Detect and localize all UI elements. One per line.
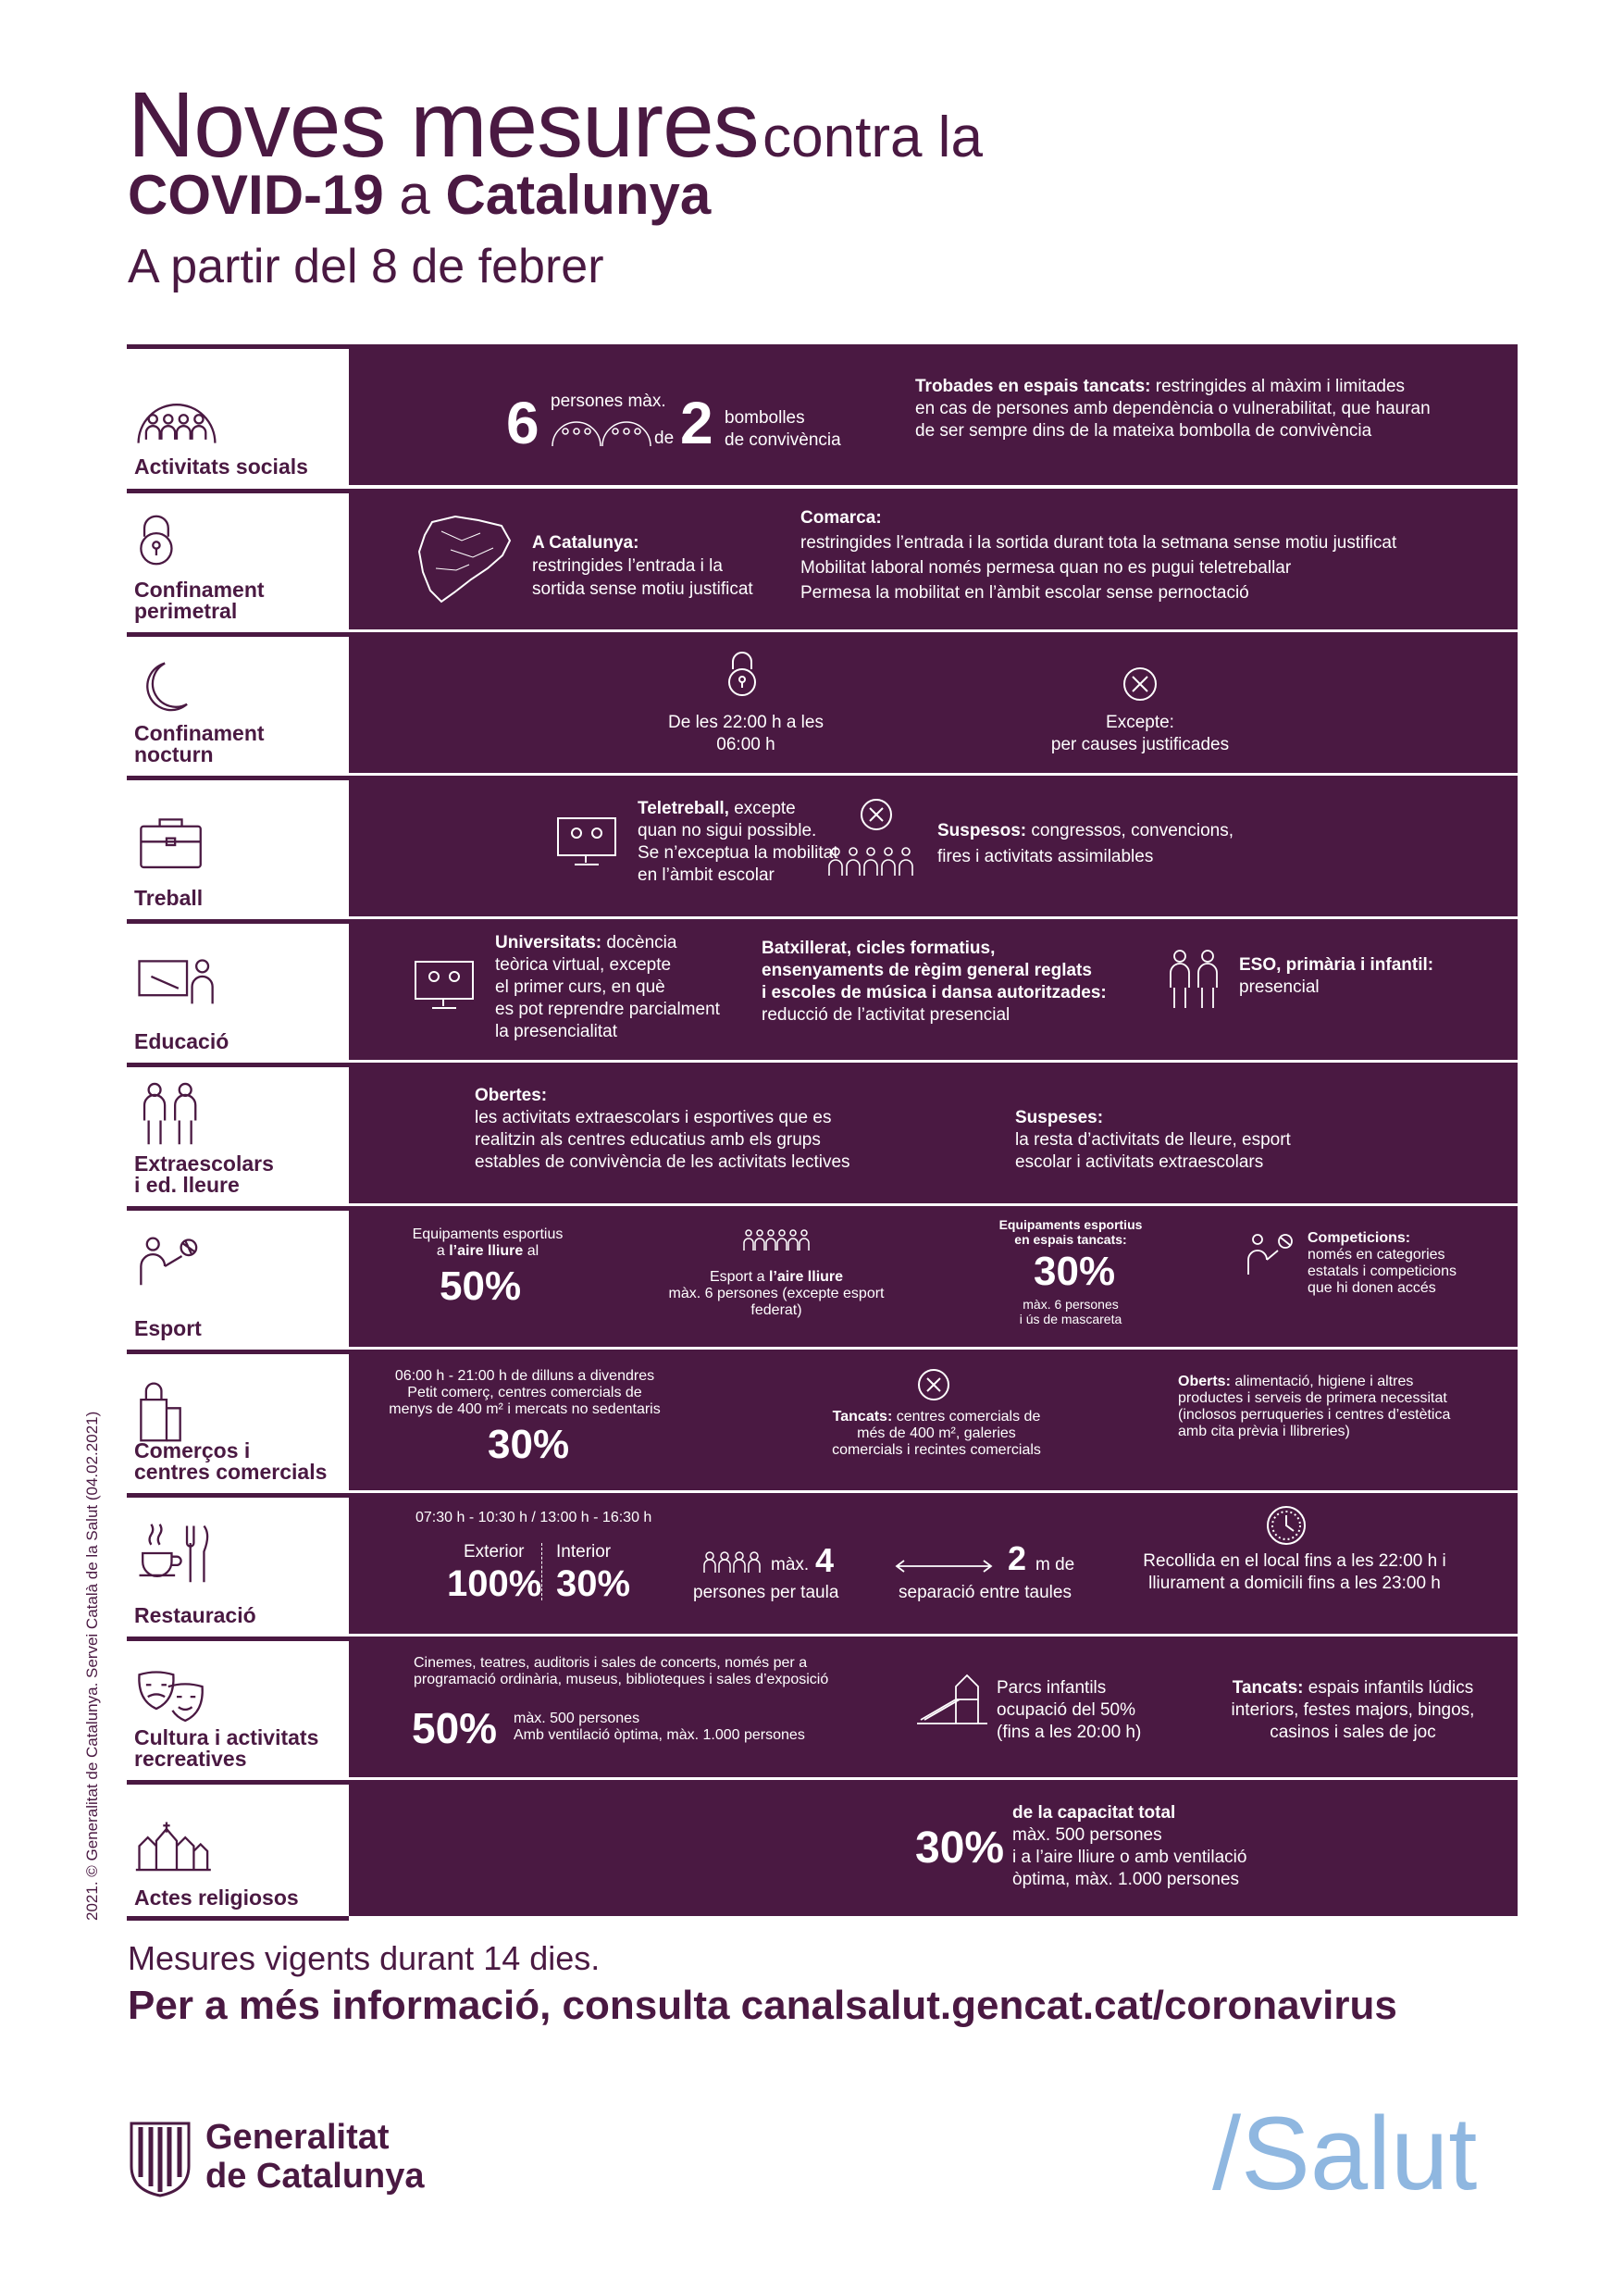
max-text: màx. xyxy=(771,1555,810,1574)
batxillerat-bold: Batxillerat, cicles formatius, ensenyaments de règim general reglats i escoles de música i dansa autoritzades: xyxy=(762,939,1107,1002)
playground-icon xyxy=(915,1668,989,1727)
church-icon xyxy=(134,1812,219,1886)
row-label-area xyxy=(127,344,349,485)
universities-text xyxy=(495,932,720,1043)
sport-outdoor-part1: Esport a xyxy=(709,1269,765,1285)
telework-text xyxy=(638,798,838,887)
video-call-icon xyxy=(412,958,477,1014)
copyright-text: 2021. © Generalitat de Catalunya. Servei Català de la Salut (04.02.2021) xyxy=(83,1411,101,1921)
row-esport xyxy=(127,1206,1515,1347)
row-label-area xyxy=(127,1063,349,1203)
closed-detail: espais infantils lúdics interiors, festes majors, bingos, casinos i sales de joc xyxy=(1231,1678,1475,1742)
row-label: Treball xyxy=(134,886,204,910)
interior-pct: 30% xyxy=(556,1563,631,1604)
pickup-text: Recollida en el local fins a les 22:00 h i lliurament a domicili fins a les 23:00 h xyxy=(1143,1551,1446,1593)
de-text: de xyxy=(654,429,675,448)
suspended-text xyxy=(1015,1107,1291,1174)
row-comercos xyxy=(127,1350,1515,1490)
culture-text: Cinemes, teatres, auditoris i sales de concerts, només per a programació ordinària, museus, biblioteques i sales d’exposició xyxy=(414,1655,829,1687)
title-rest: contra la xyxy=(762,106,983,169)
closed-detail: centres comercials de més de 400 m², galeries comercials i recintes comercials xyxy=(832,1409,1041,1458)
divider xyxy=(541,1543,543,1600)
close-circle-icon xyxy=(915,1366,952,1403)
row-panel xyxy=(349,1206,1518,1347)
group-arch-icon xyxy=(134,380,219,454)
open-bold: Obertes: xyxy=(475,1086,548,1105)
comarca-detail: restringides l’entrada i la sortida durant tota la setmana sense motiu justificat Mobilitat laboral només permesa quan no es pugui teletreballar Permesa la mobilitat en l’àmbit escolar sense pernoctació xyxy=(800,533,1397,603)
title-big: Noves mesures xyxy=(128,73,759,177)
closed-bold: Tancats: xyxy=(1232,1678,1304,1698)
closed-bold: Tancats: xyxy=(832,1409,893,1425)
open-bold: Oberts: xyxy=(1178,1374,1231,1389)
row-educacio xyxy=(127,919,1515,1060)
row-label: Activitats socials xyxy=(134,454,308,479)
padlock-icon xyxy=(724,651,761,699)
row-panel xyxy=(349,776,1518,916)
group-icon xyxy=(702,1550,762,1574)
people-number: 6 xyxy=(506,390,539,456)
video-call-icon xyxy=(554,815,619,870)
row-panel xyxy=(349,1063,1518,1203)
row-label: Actes religiosos xyxy=(134,1886,299,1910)
row-label-area xyxy=(127,1493,349,1634)
catalunya-detail: restringides l’entrada i la sortida sense motiu justificat xyxy=(532,556,753,599)
row-restauracio xyxy=(127,1493,1515,1634)
indoor-detail: restringides al màxim i limitades en cas de persones amb dependència o vulnerabilitat, que hauran de ser sempre dins de la mateixa bombolla de convivència xyxy=(915,377,1431,441)
shops-pct: 30% xyxy=(488,1422,570,1467)
row-label: Esport xyxy=(134,1316,202,1340)
row-label: Educació xyxy=(134,1029,229,1053)
row-extraescolars xyxy=(127,1063,1515,1203)
closed-text xyxy=(1209,1677,1496,1744)
indoor-pct: 30% xyxy=(1034,1249,1116,1294)
sport-outdoor-text xyxy=(656,1269,897,1319)
sport-outdoor-bold: l’aire lliure xyxy=(769,1269,844,1285)
row-confinament-perimetral xyxy=(127,489,1515,629)
row-panel xyxy=(349,1493,1518,1634)
row-label-area xyxy=(127,489,349,629)
bubbles-number: 2 xyxy=(680,390,713,456)
catalonia-map-icon xyxy=(414,513,515,605)
double-arrow-icon xyxy=(895,1560,993,1573)
sport-outdoor-detail: màx. 6 persones (excepte esport federat) xyxy=(668,1286,885,1318)
culture-pct-text: màx. 500 persones Amb ventilació òptima, màx. 1.000 persones xyxy=(514,1711,805,1743)
row-panel xyxy=(349,1637,1518,1777)
generalitat-emblem-icon xyxy=(128,2120,192,2197)
competitions-detail: només en categories estatals i competicions que hi donen accés xyxy=(1308,1247,1457,1296)
closed-text xyxy=(821,1409,1052,1459)
suspended-detail: la resta d’activitats de lleure, esport escolar i activitats extraescolars xyxy=(1015,1130,1291,1172)
row-cultura xyxy=(127,1637,1515,1777)
hours-text: De les 22:00 h a les 06:00 h xyxy=(668,713,824,754)
distance-sub: separació entre taules xyxy=(899,1583,1072,1602)
row-panel xyxy=(349,1350,1518,1490)
comarca-bold: Comarca: xyxy=(800,508,882,528)
suspended-detail: congressos, convencions, fires i activitats assimilables xyxy=(937,821,1233,866)
athlete-ball-icon xyxy=(1245,1230,1300,1286)
outdoor-bold: l’aire lliure xyxy=(449,1243,524,1259)
hours-text: 07:30 h - 10:30 h / 13:00 h - 16:30 h xyxy=(415,1510,652,1525)
indoor-bold: Trobades en espais tancats: xyxy=(915,377,1151,396)
catalunya-bold: A Catalunya: xyxy=(532,533,639,553)
suspended-bold: Suspeses: xyxy=(1015,1108,1104,1127)
footer-validity: Mesures vigents durant 14 dies. xyxy=(128,1939,601,1977)
competitions-text xyxy=(1308,1230,1457,1297)
bubbles-icon xyxy=(551,415,652,448)
children-icon xyxy=(134,1078,219,1152)
indoor-text: màx. 6 persones i ús de mascareta xyxy=(1019,1297,1122,1326)
row-panel xyxy=(349,1780,1518,1916)
row-activitats-socials xyxy=(127,344,1515,485)
row-panel xyxy=(349,489,1518,629)
close-circle-icon xyxy=(858,796,895,833)
row-label: Extraescolars i ed. lleure xyxy=(134,1151,274,1197)
row-label-area xyxy=(127,632,349,773)
padlock-icon xyxy=(134,508,219,582)
group-icon xyxy=(741,1226,812,1252)
religious-bold: de la capacitat total xyxy=(1012,1803,1176,1823)
open-text xyxy=(475,1085,850,1174)
brand-salut: /Salut xyxy=(1212,2096,1478,2211)
moon-icon xyxy=(134,653,219,728)
outdoor-part2: al xyxy=(527,1243,539,1259)
row-label-area xyxy=(127,1637,349,1777)
indoor-bold xyxy=(978,1217,1163,1247)
row-panel xyxy=(349,344,1518,485)
interior-label: Interior xyxy=(556,1542,612,1562)
row-label: Cultura i activitats recreatives xyxy=(134,1725,319,1771)
suspended-bold: Suspesos: xyxy=(937,821,1027,840)
religious-pct: 30% xyxy=(915,1823,1005,1873)
cup-cutlery-icon xyxy=(134,1516,219,1590)
row-label-area xyxy=(127,1206,349,1347)
row-label-area xyxy=(127,1350,349,1490)
row-treball xyxy=(127,776,1515,916)
row-label: Comerços i centres comercials xyxy=(134,1438,328,1484)
row-label: Confinament perimetral xyxy=(134,578,265,623)
group-icon xyxy=(824,844,917,881)
row-label: Restauració xyxy=(134,1603,256,1627)
open-text xyxy=(1178,1374,1450,1440)
theatre-masks-icon xyxy=(134,1661,219,1736)
hours-text: 06:00 h - 21:00 h de dilluns a divendres Petit comerç, centres comercials de menys de 400 m² i mercats no sedentaris xyxy=(389,1368,661,1417)
max-sub: persones per taula xyxy=(693,1583,839,1602)
indoor-text xyxy=(915,376,1431,442)
parks-text: Parcs infantils ocupació del 50% (fins a les 20:00 h) xyxy=(997,1678,1142,1742)
max-number: 4 xyxy=(815,1541,835,1579)
title-covid: COVID-19 xyxy=(128,164,384,226)
indoor-bold-text: Equipaments esportius en espais tancats: xyxy=(998,1217,1143,1247)
religious-detail: màx. 500 persones i a l’aire lliure o amb ventilació òptima, màx. 1.000 persones xyxy=(1012,1825,1247,1889)
exterior-pct: 100% xyxy=(447,1563,542,1604)
universities-bold: Universitats: xyxy=(495,933,602,952)
bubbles-text: bombolles de convivència xyxy=(725,408,841,450)
row-label-area xyxy=(127,919,349,1060)
open-detail: les activitats extraescolars i esportives que es realitzin als centres educatius amb els grups estables de convivència de les activitats lectives xyxy=(475,1108,850,1172)
shopping-bag-icon xyxy=(134,1375,219,1449)
close-circle-icon xyxy=(1122,666,1159,703)
religious-text xyxy=(1012,1802,1246,1891)
outdoor-part1: Equipaments esportius a xyxy=(412,1226,564,1259)
batxillerat-detail: reducció de l’activitat presencial xyxy=(762,1005,1010,1025)
briefcase-icon xyxy=(134,808,219,882)
title-catalunya: Catalunya xyxy=(445,164,712,226)
catalunya-text xyxy=(532,531,753,601)
except-text: Excepte: per causes justificades xyxy=(1050,713,1230,754)
universities-detail: docència teòrica virtual, excepte el primer curs, en què es pot reprendre parcialment la presencialitat xyxy=(495,933,720,1041)
outdoor-text xyxy=(386,1226,589,1260)
open-detail: alimentació, higiene i altres productes i serveis de primera necessitat (inclosos perruqueries i centres d’estètica amb cita prèvia i llibreries) xyxy=(1178,1374,1451,1439)
exterior-label: Exterior xyxy=(464,1542,525,1562)
title-a: a xyxy=(399,164,430,226)
row-label-area xyxy=(127,1780,349,1921)
eso-text xyxy=(1239,954,1433,999)
distance-unit: m de xyxy=(1035,1555,1075,1574)
row-panel xyxy=(349,919,1518,1060)
title-line-2 xyxy=(128,163,711,227)
telework-detail: excepte quan no sigui possible. Se n’exceptua la mobilitat en l’àmbit escolar xyxy=(638,799,838,885)
teacher-board-icon xyxy=(134,950,219,1024)
people-text: persones màx. xyxy=(551,392,666,411)
competitions-bold: Competicions: xyxy=(1308,1230,1411,1246)
logo-text: Generalitat de Catalunya xyxy=(205,2118,425,2196)
batxillerat-text xyxy=(762,938,1107,1027)
eso-bold: ESO, primària i infantil: xyxy=(1239,955,1434,975)
telework-bold: Teletreball, xyxy=(638,799,729,818)
row-label: Confinament nocturn xyxy=(134,721,265,766)
row-religiosos xyxy=(127,1780,1515,1921)
children-icon xyxy=(1165,947,1224,1012)
clock-icon xyxy=(1265,1504,1308,1547)
suspended-text xyxy=(937,818,1233,870)
distance-number: 2 xyxy=(1008,1539,1027,1577)
footer-more-info: Per a més informació, consulta canalsalut.gencat.cat/coronavirus xyxy=(128,1983,1397,2028)
row-label-area xyxy=(127,776,349,916)
outdoor-pct: 50% xyxy=(440,1263,522,1309)
eso-detail: presencial xyxy=(1239,977,1320,997)
culture-pct: 50% xyxy=(412,1704,498,1752)
row-panel xyxy=(349,632,1518,773)
athlete-ball-icon xyxy=(134,1229,219,1303)
comarca-text xyxy=(800,505,1396,605)
row-confinament-nocturn xyxy=(127,632,1515,773)
title-date: A partir del 8 de febrer xyxy=(128,240,604,293)
